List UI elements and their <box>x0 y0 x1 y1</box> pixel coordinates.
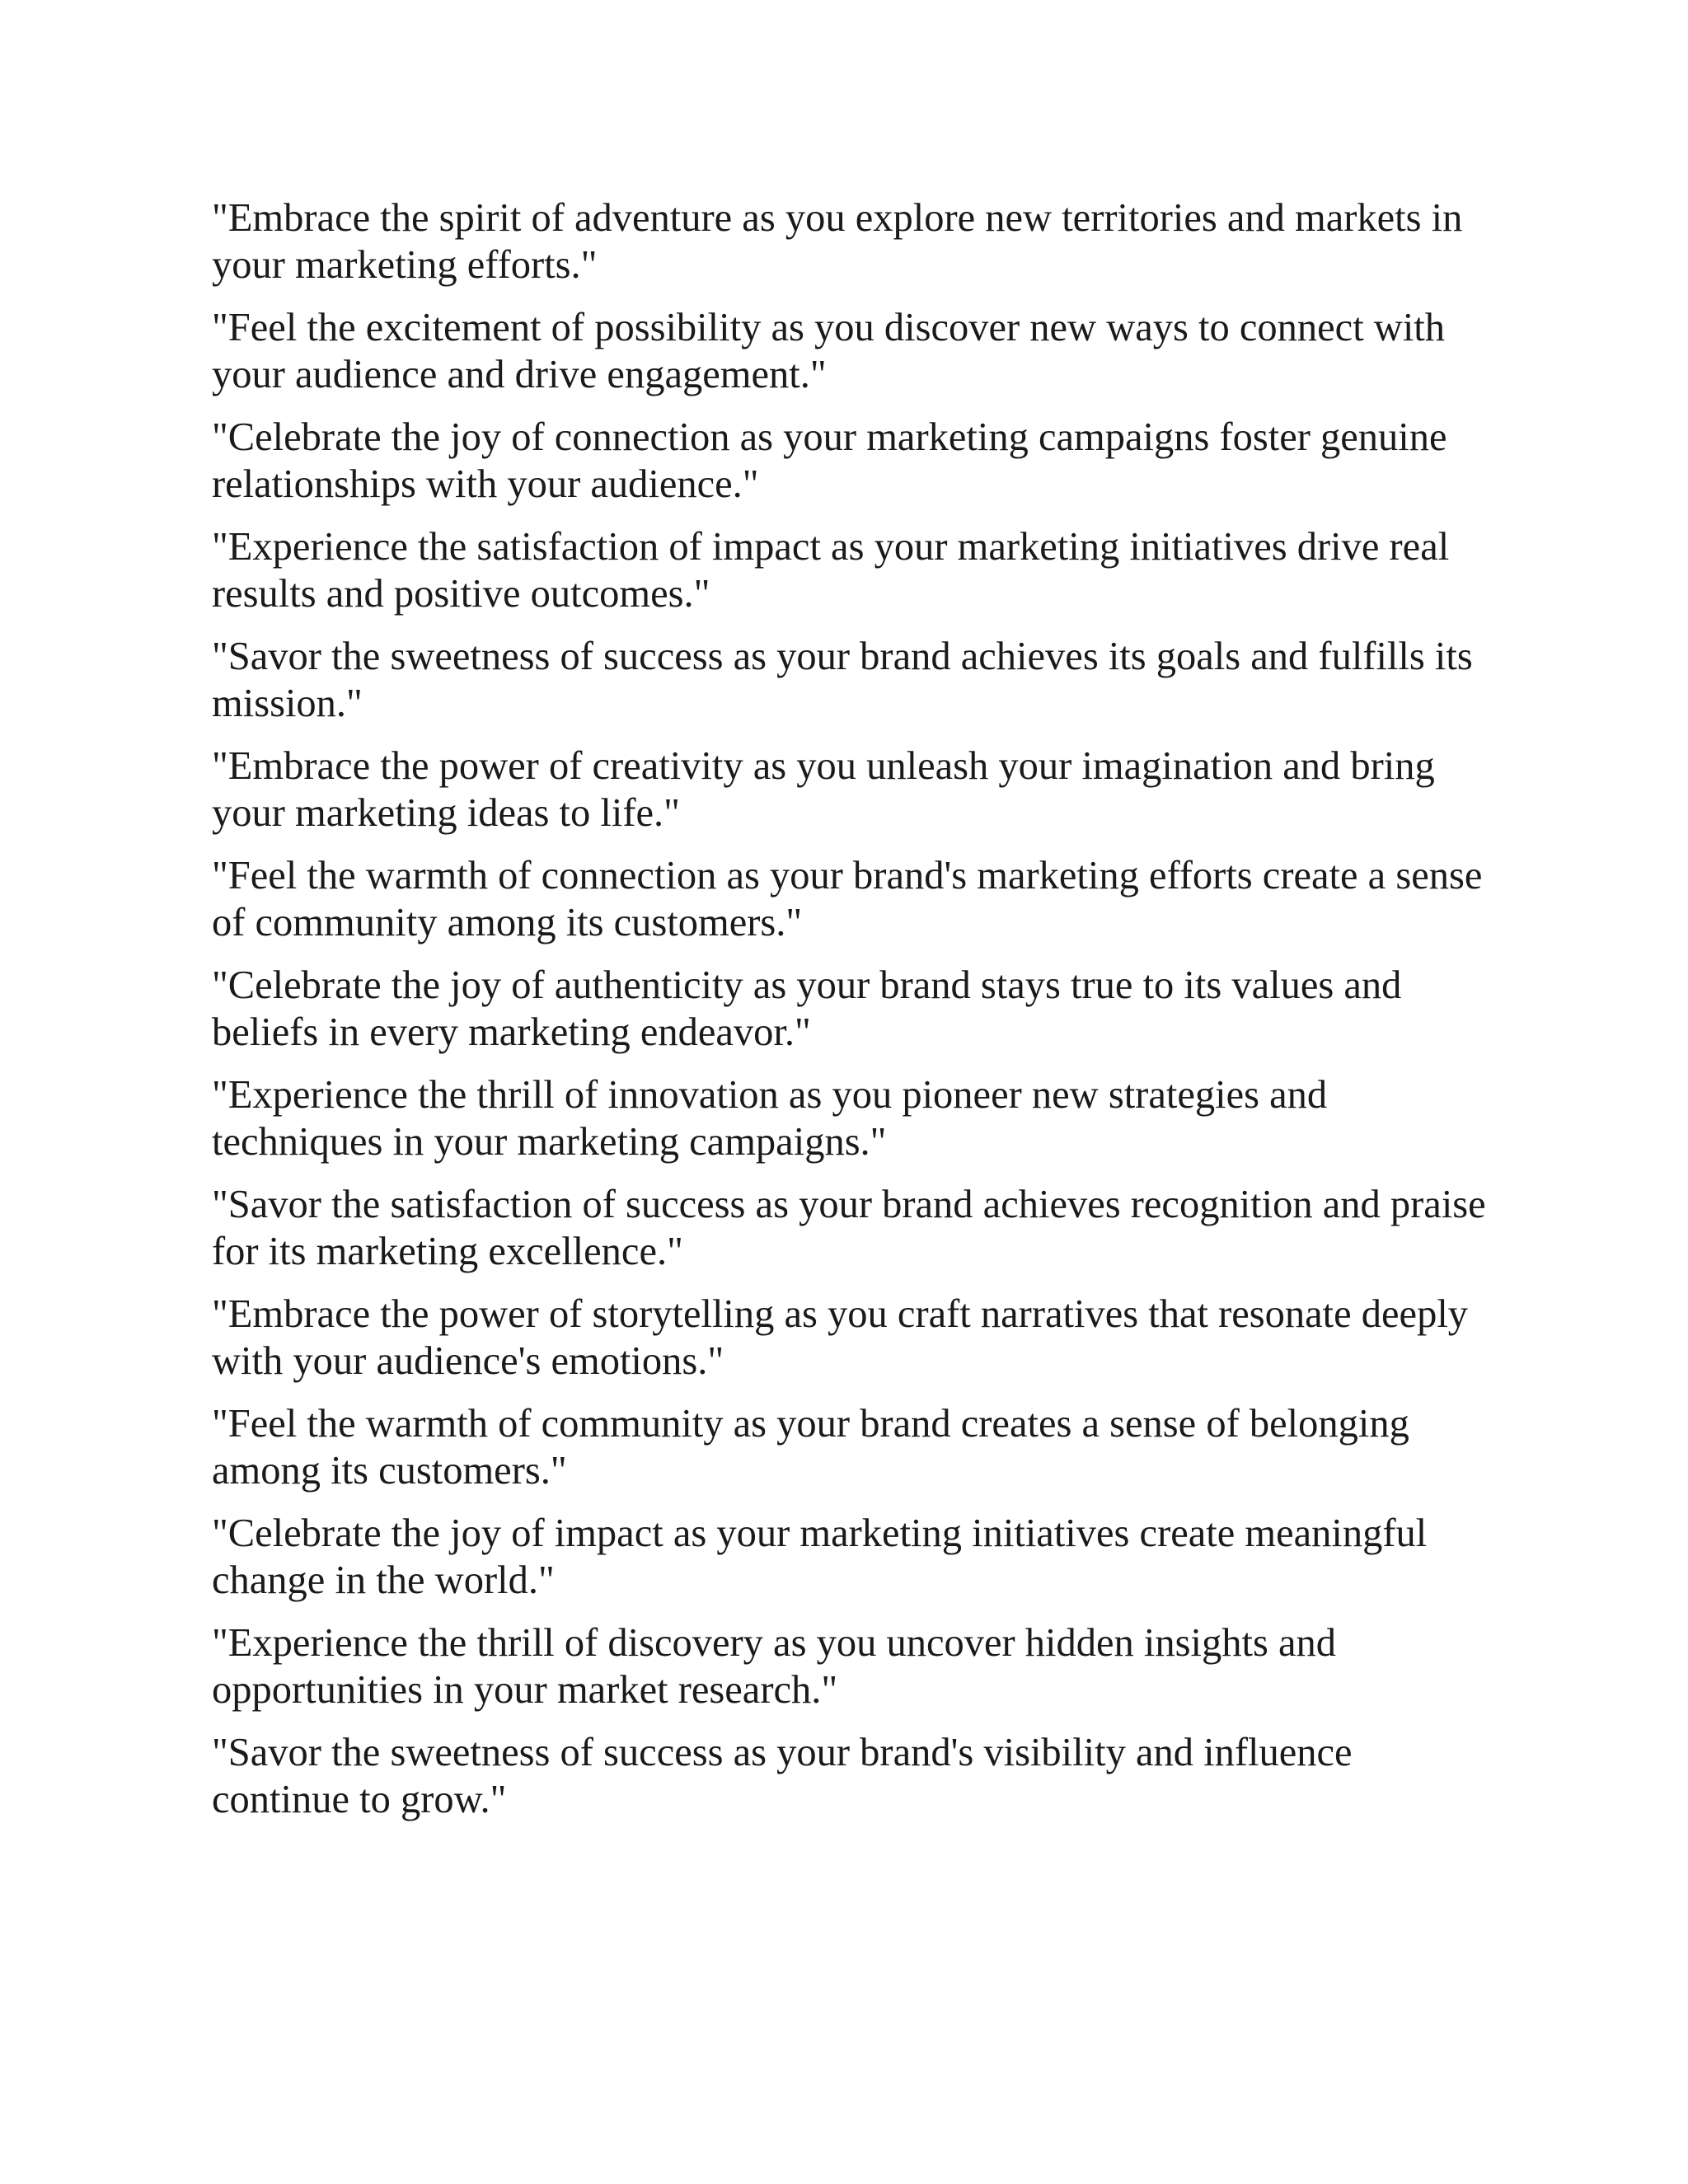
quote-list <box>212 194 1498 1839</box>
quote-paragraph: "Experience the thrill of discovery as you uncover hidden insights and opportunities in your market research." <box>212 1621 1336 1712</box>
quote-paragraph: "Experience the thrill of innovation as you pioneer new strategies and techniques in your marketing campaigns." <box>212 1073 1328 1164</box>
quote-paragraph: "Experience the satisfaction of impact as your marketing initiatives drive real results and positive outcomes." <box>212 525 1450 616</box>
quote-paragraph: "Embrace the power of creativity as you unleash your imagination and bring your marketing ideas to life." <box>212 744 1435 835</box>
quote-paragraph: "Embrace the spirit of adventure as you explore new territories and markets in your marketing efforts." <box>212 196 1463 287</box>
quote-paragraph: "Feel the warmth of connection as your brand's marketing efforts create a sense of community among its customers." <box>212 854 1483 944</box>
quote-paragraph: "Feel the excitement of possibility as you discover new ways to connect with your audience and drive engagement." <box>212 306 1446 396</box>
quote-paragraph: "Savor the sweetness of success as your brand's visibility and influence continue to grow." <box>212 1731 1353 1821</box>
quote-paragraph: "Celebrate the joy of authenticity as your brand stays true to its values and beliefs in every marketing endeavor." <box>212 963 1402 1054</box>
quote-paragraph: "Celebrate the joy of connection as your marketing campaigns foster genuine relationships with your audience." <box>212 415 1447 506</box>
quote-paragraph: "Savor the satisfaction of success as your brand achieves recognition and praise for its marketing excellence." <box>212 1183 1486 1273</box>
quote-paragraph: "Savor the sweetness of success as your brand achieves its goals and fulfills its mission." <box>212 635 1473 725</box>
quote-paragraph: "Feel the warmth of community as your brand creates a sense of belonging among its customers." <box>212 1402 1409 1493</box>
quote-paragraph: "Celebrate the joy of impact as your marketing initiatives create meaningful change in the world." <box>212 1511 1428 1602</box>
quote-paragraph: "Embrace the power of storytelling as you craft narratives that resonate deeply with your audience's emotions." <box>212 1292 1469 1383</box>
